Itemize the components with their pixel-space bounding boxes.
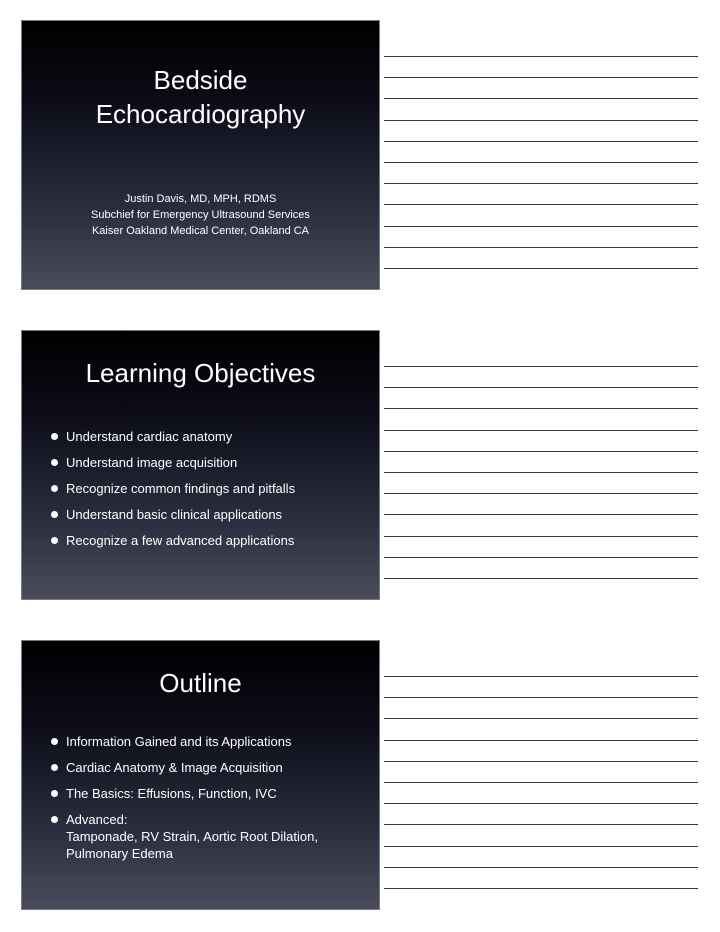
bullet-dot-icon (51, 537, 58, 544)
bullet-dot-icon (51, 816, 58, 823)
notes-lines-3 (384, 656, 698, 889)
note-line (384, 183, 698, 184)
bullet-item: The Basics: Effusions, Function, IVC (49, 785, 371, 802)
note-line (384, 761, 698, 762)
note-line (384, 77, 698, 78)
bullet-dot-icon (51, 764, 58, 771)
bullet-dot-icon (51, 738, 58, 745)
note-line (384, 782, 698, 783)
bullet-dot-icon (51, 459, 58, 466)
notes-lines-1 (384, 36, 698, 269)
bullet-item: Recognize common findings and pitfalls (49, 480, 371, 497)
bullet-item: Recognize a few advanced applications (49, 532, 371, 549)
note-line (384, 56, 698, 57)
slide-heading: Learning Objectives (85, 358, 316, 388)
bullet-dot-icon (51, 485, 58, 492)
note-line (384, 846, 698, 847)
note-line (384, 98, 698, 99)
note-line (384, 718, 698, 719)
slide-title (21, 20, 380, 290)
note-line (384, 430, 698, 431)
bullet-item: Understand basic clinical applications (49, 506, 371, 523)
note-line (384, 676, 698, 677)
advanced-line-1: Tamponade, RV Strain, Aortic Root Dilation, (66, 829, 318, 844)
author-affiliation: Kaiser Oakland Medical Center, Oakland CA (91, 225, 310, 237)
title-line-2: Echocardiography (95, 99, 306, 129)
note-line (384, 493, 698, 494)
author-role: Subchief for Emergency Ultrasound Services (91, 209, 310, 221)
advanced-line-2: Pulmonary Edema (66, 846, 173, 861)
note-line (384, 451, 698, 452)
notes-lines-2 (384, 346, 698, 579)
note-line (384, 514, 698, 515)
author-block (22, 191, 379, 239)
note-line (384, 867, 698, 868)
slide-heading: Outline (159, 668, 242, 698)
note-line (384, 888, 698, 889)
slide-title-heading (22, 63, 379, 131)
bullet-list (66, 733, 371, 871)
bullet-list (66, 428, 371, 558)
slide-outline (21, 640, 380, 910)
note-line (384, 162, 698, 163)
advanced-label: Advanced: (66, 812, 128, 827)
note-line (384, 578, 698, 579)
author-name: Justin Davis, MD, MPH, RDMS (124, 193, 277, 205)
note-line (384, 803, 698, 804)
bullet-item-advanced (49, 811, 371, 862)
note-line (384, 472, 698, 473)
note-line (384, 387, 698, 388)
bullet-item: Cardiac Anatomy & Image Acquisition (49, 759, 371, 776)
bullet-item: Understand cardiac anatomy (49, 428, 371, 445)
bullet-dot-icon (51, 433, 58, 440)
bullet-item: Understand image acquisition (49, 454, 371, 471)
title-line-1: Bedside (153, 65, 248, 95)
note-line (384, 366, 698, 367)
note-line (384, 268, 698, 269)
bullet-dot-icon (51, 511, 58, 518)
note-line (384, 226, 698, 227)
note-line (384, 536, 698, 537)
note-line (384, 697, 698, 698)
note-line (384, 408, 698, 409)
note-line (384, 204, 698, 205)
note-line (384, 141, 698, 142)
bullet-dot-icon (51, 790, 58, 797)
bullet-item: Information Gained and its Applications (49, 733, 371, 750)
note-line (384, 557, 698, 558)
note-line (384, 247, 698, 248)
note-line (384, 120, 698, 121)
slide-learning-objectives (21, 330, 380, 600)
note-line (384, 824, 698, 825)
note-line (384, 740, 698, 741)
